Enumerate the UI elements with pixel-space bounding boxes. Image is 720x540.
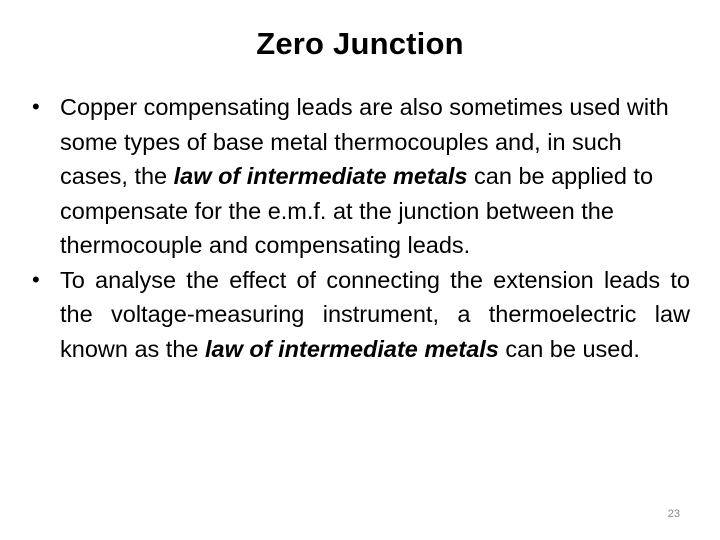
bullet-item bbox=[30, 90, 690, 263]
page-number: 23 bbox=[667, 508, 680, 520]
bullet-marker: • bbox=[32, 94, 40, 119]
bullet-text: Copper compensating leads are also sometimes used with some types of base metal thermocouples and, in such cases, the bbox=[60, 94, 669, 189]
bullet-item bbox=[30, 263, 690, 367]
emphasized-term: law of intermediate metals bbox=[205, 335, 499, 362]
bullet-marker: • bbox=[32, 266, 40, 292]
slide-title: Zero Junction bbox=[256, 26, 464, 61]
emphasized-term: law of intermediate metals bbox=[173, 163, 468, 189]
bullet-text: can be applied to compensate for the e.m.f. at the junction between the thermocouple and compensating leads. bbox=[60, 163, 654, 258]
bullet-text: can be used. bbox=[498, 335, 640, 362]
bullet-text: To analyse the effect of connecting the extension leads to the voltage-measuring instrument, a thermoelectric law known as the bbox=[60, 266, 690, 362]
bullet-list bbox=[30, 90, 690, 366]
